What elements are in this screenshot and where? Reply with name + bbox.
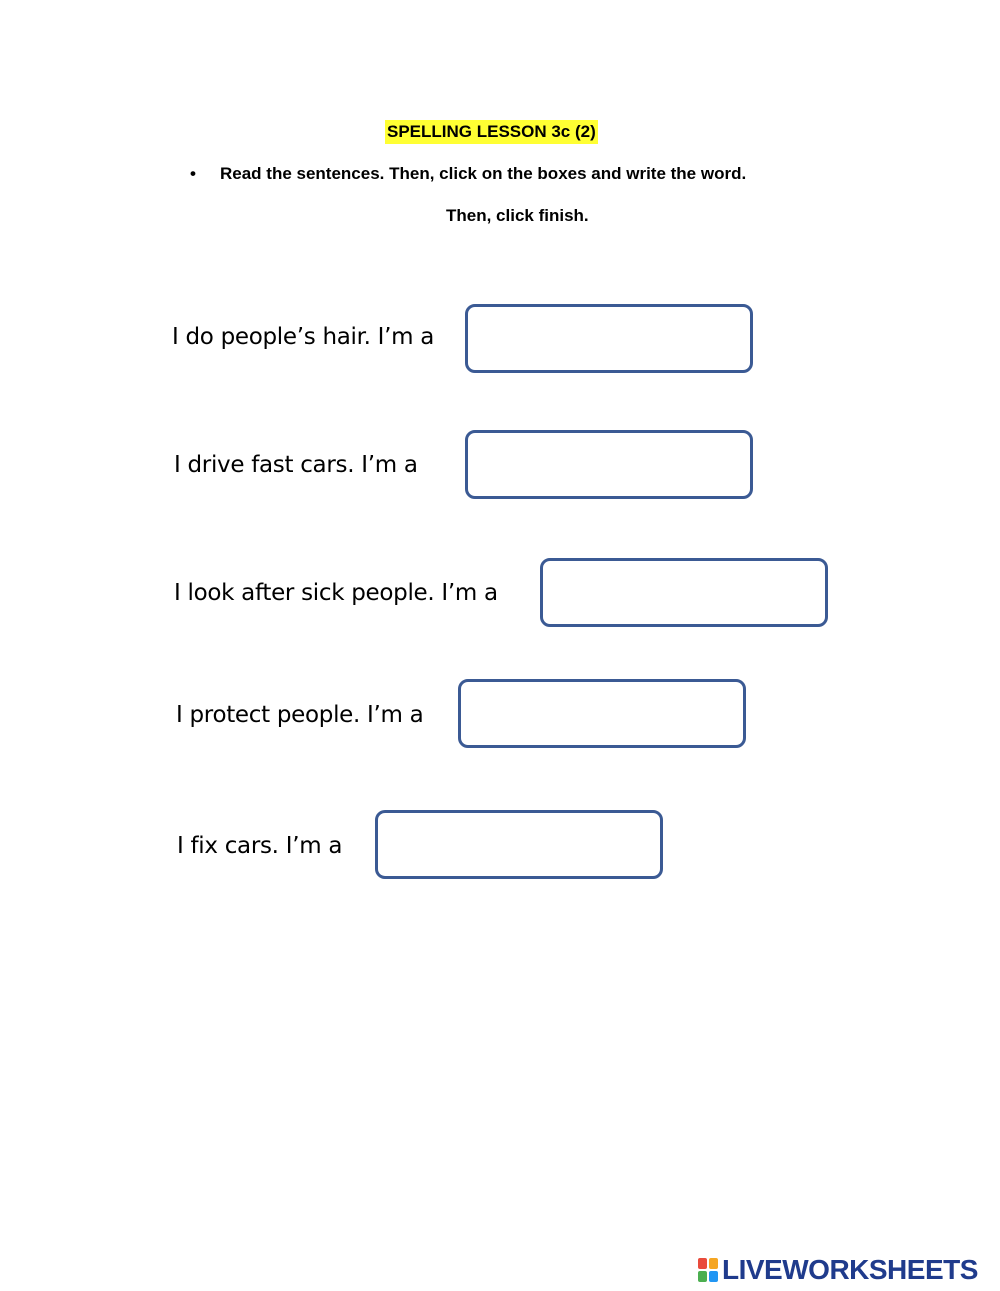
liveworksheets-logo (698, 1255, 978, 1285)
answer-input-4[interactable] (458, 679, 746, 748)
answer-input-5[interactable] (375, 810, 663, 879)
question-4-text: I protect people. I’m a (176, 702, 424, 728)
instruction-text-1: Read the sentences. Then, click on the boxes and write the word. (220, 164, 747, 183)
answer-input-3[interactable] (540, 558, 828, 627)
question-1-text: I do people’s hair. I’m a (172, 324, 435, 350)
question-3-text: I look after sick people. I’m a (174, 580, 498, 606)
instruction-line-1 (190, 161, 746, 187)
logo-block (709, 1271, 718, 1282)
logo-blocks-icon (698, 1258, 718, 1282)
answer-input-2[interactable] (465, 430, 753, 499)
answer-input-1[interactable] (465, 304, 753, 373)
logo-block (698, 1271, 707, 1282)
instruction-line-2: Then, click finish. (446, 206, 589, 225)
bullet-icon: • (190, 164, 196, 183)
worksheet-title: SPELLING LESSON 3c (2) (385, 120, 598, 144)
question-5-text: I fix cars. I’m a (177, 833, 343, 859)
logo-block (698, 1258, 707, 1269)
logo-block (709, 1258, 718, 1269)
question-2-text: I drive fast cars. I’m a (174, 452, 418, 478)
logo-text: LIVEWORKSHEETS (722, 1254, 978, 1285)
